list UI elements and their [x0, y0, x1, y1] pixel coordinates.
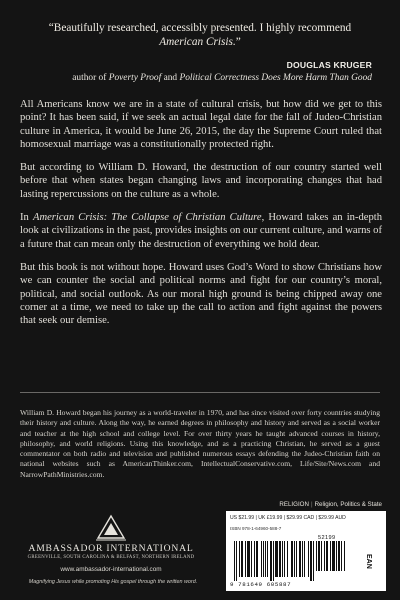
category-sub: Religion, Politics & State — [314, 501, 382, 508]
endorser-book-2: Political Correctness Does More Harm Than Good — [179, 73, 372, 83]
section-divider — [20, 392, 380, 393]
endorsement-byline — [72, 60, 372, 84]
publisher-tagline: Magnifying Jesus while promoting His gospel through the written word. — [28, 579, 198, 585]
ean-barcode — [234, 541, 314, 581]
book-title: American Crisis: The Collapse of Christian Culture — [32, 212, 262, 224]
description-paragraph-1: All Americans know we are in a state of cultural crisis, but how did we get to this point? It has been said, if we seek an actual legal date for the fall of Judeo-Christian culture in America, it would be June 26, 2015, the day the Supreme Court ruled that homosexual marriage was a constitutionally protected right. — [20, 99, 382, 150]
publisher-locations: GREENVILLE, SOUTH CAROLINA & BELFAST, NORTHERN IRELAND — [27, 555, 195, 560]
supplement-barcode — [316, 541, 354, 575]
quote-text: “Beautifully researched, accessibly presented. I highly recommend American Crisis.” — [48, 22, 352, 48]
publisher-logo-icon — [94, 514, 128, 542]
endorser-book-1: Poverty Proof — [108, 73, 162, 83]
barcode-panel — [226, 511, 386, 591]
category-label: RELIGION | Religion, Politics & State — [279, 501, 382, 508]
category-main: RELIGION — [279, 501, 309, 508]
description — [20, 98, 382, 327]
isbn-line: ISBN 978-1-64960-588-7 — [230, 526, 282, 531]
publisher-name: AMBASSADOR INTERNATIONAL — [28, 543, 194, 554]
endorser-name: DOUGLAS KRUGER — [286, 60, 372, 70]
price-line: US $21.99 | UK £19.99 | $29.99 CAD | $29.99 AUD — [230, 515, 346, 521]
quote-book-title: American Crisis. — [159, 35, 236, 48]
ean-label: EAN — [365, 554, 372, 569]
ean-digits: 9 781649 605887 — [230, 581, 292, 588]
description-paragraph-2: But according to William D. Howard, the destruction of our country started well before that when states began changing laws and incorporating changes that had lasting repercussions on the culture as a whole. — [20, 162, 382, 200]
author-bio: William D. Howard began his journey as a world-traveler in 1970, and has since visited over forty countries studying their history and culture. Along the way, he earned degrees in philosophy and history and served as a social worker and teacher at the high school and college level. For over thirty years he taught advanced courses in history, philosophy, and world religions. Using this knowledge, and as a practicing Christian, he served as a guest commentator on both radio and television and published numerous essays defending the Judeo-Christian faith on national websites such as AmericanThinker.com, IntellectualConservative.com, Life/Site/News.com and NarrowPathMinistries.com. — [20, 408, 380, 479]
description-paragraph-3: In American Crisis: The Collapse of Christian Culture, Howard takes an in-depth look at civilizations in the past, provides insights on our current culture, and warns of a future that can mean only the destruction of everything we hold dear. — [20, 212, 383, 250]
barcode-supplement-number: 52199 — [318, 535, 336, 541]
description-paragraph-4: But this book is not without hope. Howard uses God’s Word to show Christians how we can counter the social and political norms and fight for our country’s moral, political, and social outlook. As our moral high ground is being chipped away one corner at a time, we need to take up the call to action and fight against the powers that seek our demise. — [20, 261, 382, 327]
publisher-block — [16, 514, 206, 573]
endorsement-quote — [30, 22, 370, 49]
endorser-credentials: author of Poverty Proof and Political Correctness Does More Harm Than Good — [72, 73, 372, 83]
publisher-url: www.ambassador-international.com — [60, 566, 162, 573]
